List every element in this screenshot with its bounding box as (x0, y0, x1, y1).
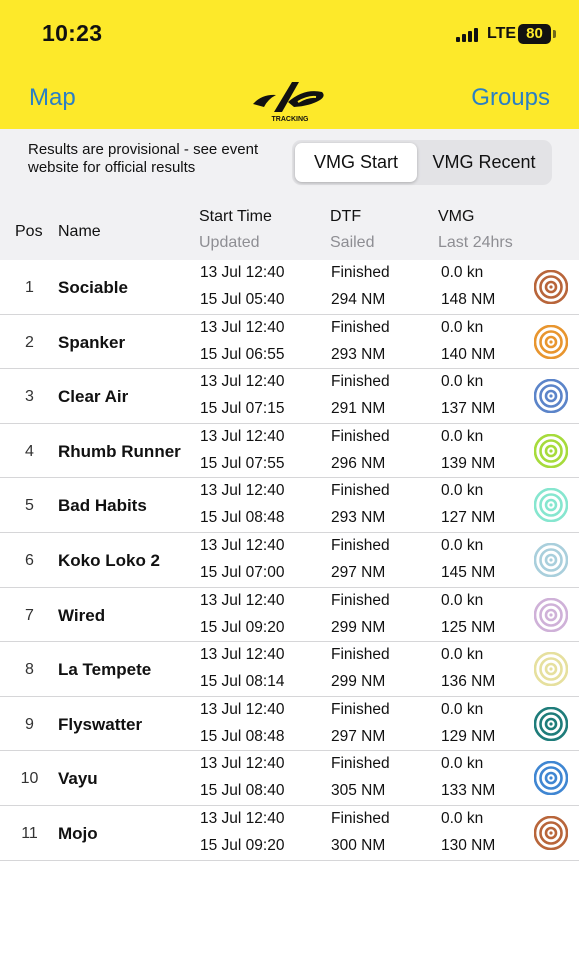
vmg-speed: 0.0 kn (441, 482, 484, 500)
dtf-status: Finished (331, 755, 390, 773)
vmg-speed: 0.0 kn (441, 700, 484, 718)
vmg-24hrs: 137 NM (441, 400, 496, 418)
boat-name: Vayu (58, 769, 98, 789)
updated-time: 15 Jul 09:20 (200, 836, 285, 854)
sailed-distance: 299 NM (331, 618, 386, 636)
column-header (0, 198, 579, 260)
vmg-segmented-control (292, 140, 552, 185)
result-row[interactable] (0, 260, 579, 315)
start-time: 13 Jul 12:40 (200, 700, 285, 718)
vmg-24hrs: 133 NM (441, 782, 496, 800)
boat-name: Rhumb Runner (58, 441, 181, 461)
dtf-status: Finished (331, 591, 390, 609)
boat-name: Mojo (58, 823, 98, 843)
boat-color-target-icon (534, 761, 568, 795)
start-time: 13 Jul 12:40 (200, 427, 285, 445)
vmg-24hrs: 136 NM (441, 673, 496, 691)
vmg-speed: 0.0 kn (441, 755, 484, 773)
result-row[interactable] (0, 478, 579, 533)
position-number: 11 (21, 824, 38, 842)
logo-text: TRACKING (271, 116, 309, 123)
boat-name: Koko Loko 2 (58, 550, 161, 570)
start-time: 13 Jul 12:40 (200, 536, 285, 554)
vmg-speed: 0.0 kn (441, 646, 484, 664)
boat-color-target-icon (534, 325, 568, 359)
sailed-distance: 297 NM (331, 563, 386, 581)
position-number: 5 (25, 497, 34, 515)
status-bar (0, 0, 579, 70)
start-time: 13 Jul 12:40 (200, 373, 285, 391)
start-time: 13 Jul 12:40 (200, 755, 285, 773)
vmg-speed: 0.0 kn (441, 264, 484, 281)
vmg-24hrs: 125 NM (441, 618, 496, 636)
dtf-status: Finished (331, 427, 390, 445)
updated-time: 15 Jul 07:15 (200, 400, 285, 418)
boat-color-target-icon (534, 816, 568, 850)
sailed-distance: 299 NM (331, 673, 386, 691)
vmg-24hrs: 145 NM (441, 563, 496, 581)
segment-vmg-recent[interactable]: VMG Recent (432, 152, 536, 172)
boat-name: Clear Air (58, 387, 129, 407)
position-number: 1 (25, 279, 34, 296)
updated-time: 15 Jul 07:55 (200, 454, 285, 472)
dtf-status: Finished (331, 373, 390, 391)
dtf-status: Finished (331, 264, 390, 281)
sailed-distance: 305 NM (331, 782, 386, 800)
result-row[interactable] (0, 751, 579, 806)
position-number: 4 (25, 442, 34, 460)
vmg-24hrs: 130 NM (441, 836, 496, 854)
sailed-distance: 300 NM (331, 836, 386, 854)
position-number: 10 (20, 770, 39, 788)
result-row[interactable] (0, 424, 579, 479)
app-header (0, 0, 579, 129)
boat-color-target-icon (534, 379, 568, 413)
sailed-distance: 294 NM (331, 291, 386, 308)
vmg-24hrs: 148 NM (441, 291, 496, 308)
result-row[interactable] (0, 642, 579, 697)
map-button[interactable]: Map (29, 84, 76, 111)
position-number: 7 (25, 606, 34, 624)
dtf-status: Finished (331, 700, 390, 718)
start-time: 13 Jul 12:40 (200, 809, 285, 827)
boat-color-target-icon (534, 270, 568, 304)
result-row[interactable] (0, 806, 579, 861)
updated-time: 15 Jul 09:20 (200, 618, 285, 636)
start-time: 13 Jul 12:40 (200, 646, 285, 664)
battery-icon (518, 24, 551, 44)
vmg-24hrs: 140 NM (441, 345, 496, 363)
boat-color-target-icon (534, 707, 568, 741)
sailed-distance: 293 NM (331, 345, 386, 363)
boat-name: Wired (58, 605, 106, 625)
vmg-24hrs: 127 NM (441, 509, 496, 527)
sailed-distance: 291 NM (331, 400, 386, 418)
network-label: LTE (487, 25, 517, 42)
start-time: 13 Jul 12:40 (200, 482, 285, 500)
start-time: 13 Jul 12:40 (200, 318, 285, 336)
col-start-time: Start Time (199, 208, 272, 225)
boat-color-target-icon (534, 434, 568, 468)
vmg-speed: 0.0 kn (441, 536, 484, 554)
position-number: 8 (25, 661, 34, 679)
position-number: 2 (25, 333, 34, 351)
dtf-status: Finished (331, 482, 390, 500)
signal-icon (456, 28, 478, 42)
battery-tip (553, 30, 556, 38)
col-name: Name (58, 223, 101, 240)
vmg-speed: 0.0 kn (441, 591, 484, 609)
boat-name: Flyswatter (58, 714, 143, 734)
vmg-24hrs: 129 NM (441, 727, 496, 745)
vmg-speed: 0.0 kn (441, 373, 484, 391)
boat-color-target-icon (534, 652, 568, 686)
vmg-speed: 0.0 kn (441, 809, 484, 827)
boat-name: Sociable (58, 278, 128, 297)
updated-time: 15 Jul 06:55 (200, 345, 285, 363)
start-time: 13 Jul 12:40 (200, 264, 285, 281)
col-sailed: Sailed (330, 234, 375, 251)
updated-time: 15 Jul 08:40 (200, 782, 285, 800)
start-time: 13 Jul 12:40 (200, 591, 285, 609)
vmg-speed: 0.0 kn (441, 427, 484, 445)
boat-color-target-icon (534, 543, 568, 577)
position-number: 6 (25, 551, 34, 569)
boat-name: Spanker (58, 332, 126, 352)
result-row[interactable] (0, 697, 579, 752)
position-number: 3 (25, 388, 34, 406)
status-time: 10:23 (42, 20, 103, 46)
dtf-status: Finished (331, 646, 390, 664)
groups-button[interactable]: Groups (471, 84, 550, 111)
updated-time: 15 Jul 08:48 (200, 509, 285, 527)
boat-name: La Tempete (58, 660, 152, 680)
results-list (0, 260, 579, 861)
vmg-speed: 0.0 kn (441, 318, 484, 336)
position-number: 9 (25, 715, 34, 733)
provisional-notice: Results are provisional - see event website for official results (28, 141, 259, 176)
battery-level: 80 (526, 25, 543, 42)
col-last24: Last 24hrs (438, 234, 513, 251)
result-row[interactable] (0, 588, 579, 643)
dtf-status: Finished (331, 809, 390, 827)
result-row[interactable] (0, 533, 579, 588)
result-row[interactable] (0, 369, 579, 424)
boat-name: Bad Habits (58, 496, 147, 516)
col-pos: Pos (15, 223, 43, 240)
result-row[interactable] (0, 315, 579, 370)
updated-time: 15 Jul 08:48 (200, 727, 285, 745)
updated-time: 15 Jul 05:40 (200, 291, 285, 308)
sailed-distance: 296 NM (331, 454, 386, 472)
updated-time: 15 Jul 07:00 (200, 563, 285, 581)
col-dtf: DTF (330, 208, 362, 225)
updated-time: 15 Jul 08:14 (200, 673, 285, 691)
segment-vmg-start[interactable]: VMG Start (295, 143, 417, 182)
sailed-distance: 293 NM (331, 509, 386, 527)
yb-tracking-logo (250, 74, 330, 124)
boat-color-target-icon (534, 598, 568, 632)
boat-color-target-icon (534, 488, 568, 522)
sailed-distance: 297 NM (331, 727, 386, 745)
vmg-24hrs: 139 NM (441, 454, 496, 472)
dtf-status: Finished (331, 536, 390, 554)
dtf-status: Finished (331, 318, 390, 336)
col-vmg: VMG (438, 208, 475, 225)
col-updated: Updated (199, 234, 260, 251)
